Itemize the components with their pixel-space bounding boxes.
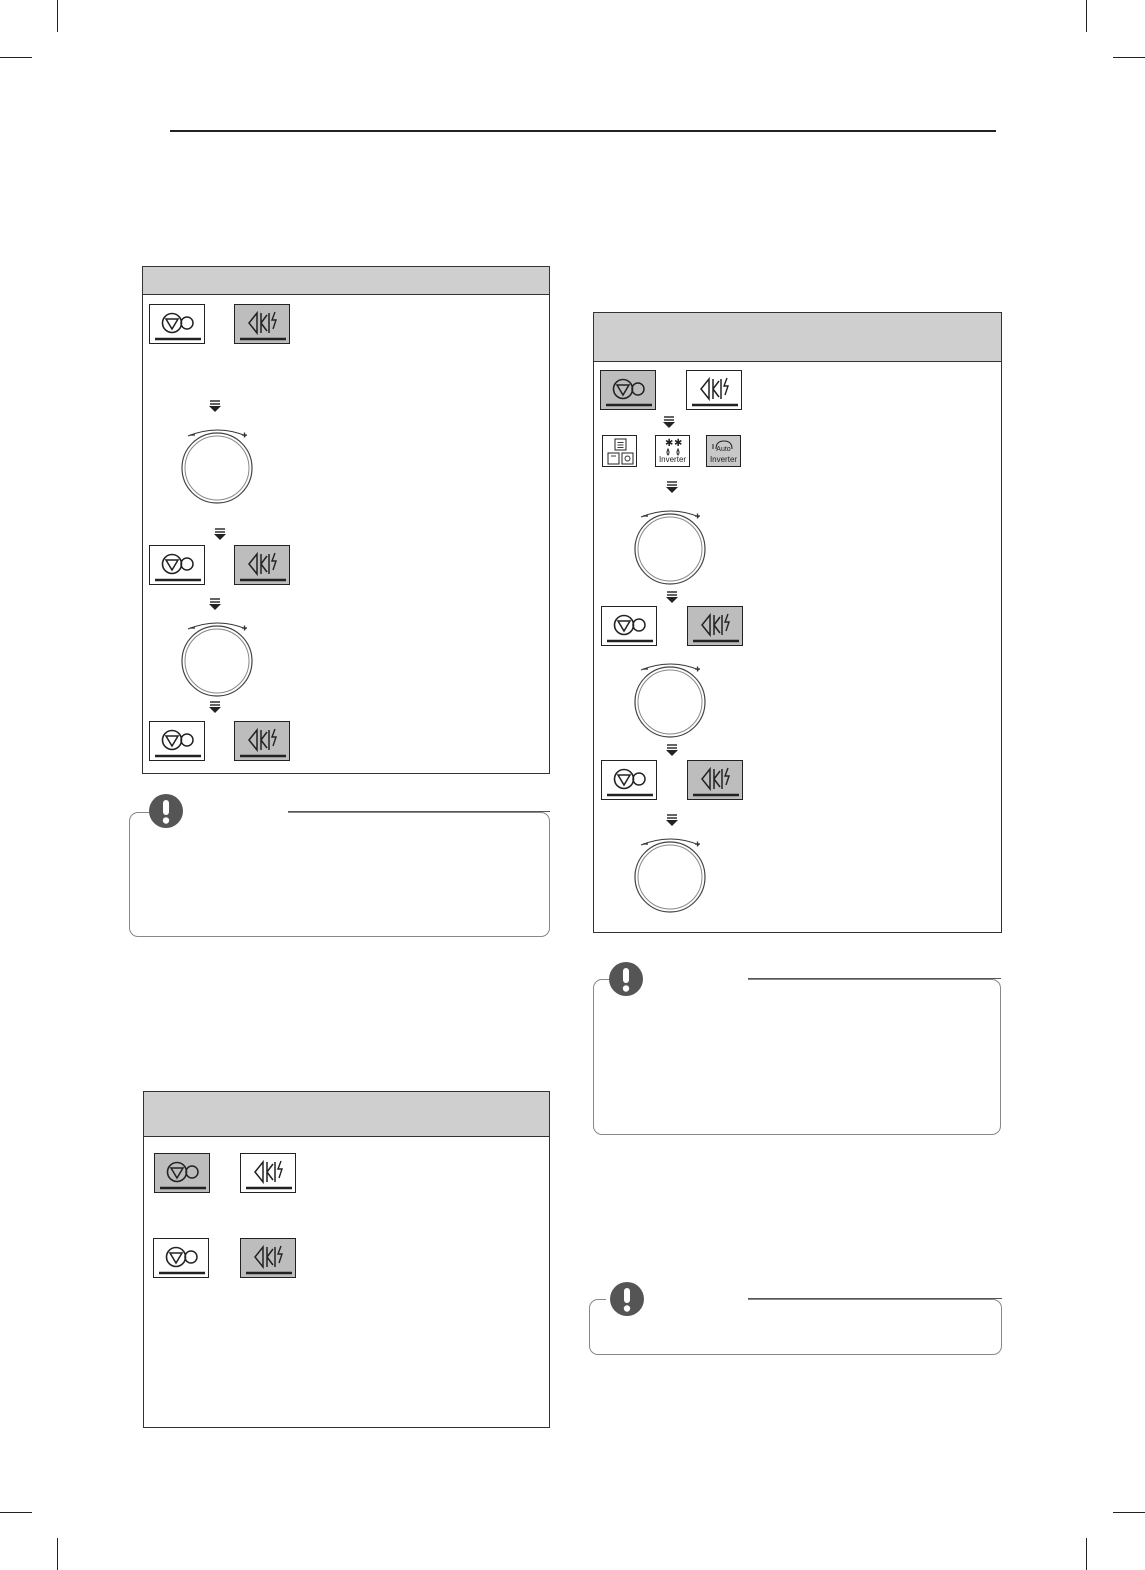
down-arrow-icon [664,590,680,609]
filter-button[interactable] [153,1238,209,1278]
down-arrow-icon-shape [207,597,223,611]
svg-text:✱: ✱ [674,438,683,449]
lock-icon [241,1154,297,1194]
down-arrow-icon-shape [664,743,680,757]
filter-reset-icon [602,607,658,647]
caution-rule [748,1298,1002,1299]
dial-minus-mark [186,619,192,630]
dial-knob[interactable] [631,658,711,745]
caution-glyph [609,962,643,996]
down-arrow-icon [207,399,223,418]
down-arrow-icon [212,527,228,546]
dial-plus-mark [240,426,246,437]
crop-mark [1086,0,1087,32]
crop-mark [1113,57,1145,58]
crop-mark [1086,1538,1087,1570]
down-arrow-icon-shape [212,527,228,541]
down-arrow-icon-shape [664,813,680,827]
svg-text:✱: ✱ [665,438,674,449]
auto-inverter-mode-label: Inverter [709,455,738,464]
down-arrow-icon-shape [207,700,223,714]
lock-button[interactable] [234,545,290,585]
dial-minus-mark [639,660,645,671]
dial-minus-mark [186,426,192,437]
dial-knob[interactable] [178,424,258,511]
dial-minus-mark [639,835,645,846]
down-arrow-icon [664,743,680,762]
filter-reset-icon [602,761,658,801]
filter-button[interactable] [601,760,657,800]
down-arrow-icon-shape [207,399,223,413]
lock-icon [687,371,743,411]
lock-button[interactable] [687,606,743,646]
crop-mark [1113,1512,1145,1513]
dial-plus-mark [693,507,699,518]
lock-icon [688,761,744,801]
caution-icon [609,962,643,996]
lock-icon [235,722,291,762]
down-arrow-icon-shape [664,480,680,494]
crop-mark [57,1538,58,1570]
filter-reset-icon [155,1154,211,1194]
header-rule [170,130,996,132]
dial-knob[interactable] [631,505,711,592]
caution-box [129,812,550,937]
panel-c-header [594,313,1001,362]
auto-mode-label: Auto [716,446,731,453]
dial-plus-mark [240,619,246,630]
lock-button[interactable] [686,370,742,410]
crop-mark [0,57,32,58]
lock-button[interactable] [687,760,743,800]
down-arrow-icon [207,597,223,616]
filter-button[interactable] [149,304,205,344]
lock-button[interactable] [240,1238,296,1278]
dial-knob[interactable] [631,833,711,920]
dial-minus-mark [639,507,645,518]
lock-button[interactable] [234,721,290,761]
panel-a-header [143,267,549,295]
dial-plus-mark [693,660,699,671]
caution-box [593,979,1001,1135]
caution-box [589,1299,1002,1355]
caution-rule [288,811,550,812]
filter-reset-icon [150,722,206,762]
dial-knob[interactable] [178,617,258,704]
caution-rule [748,978,1001,979]
panel-b-header [144,1092,549,1137]
food-storage-mode[interactable] [602,435,637,467]
caution-icon [149,794,183,828]
lock-icon [688,607,744,647]
lock-icon [241,1239,297,1279]
filter-button[interactable] [149,545,205,585]
filter-button[interactable] [600,370,656,410]
dial-plus-mark [693,835,699,846]
down-arrow-icon [664,480,680,499]
lock-icon [235,546,291,586]
caution-glyph [610,1282,644,1316]
inverter-mode-label: Inverter [658,455,687,464]
down-arrow-icon-shape [661,415,677,429]
caution-icon [610,1282,644,1316]
crop-mark [0,1512,32,1513]
food-storage-mode-icon [603,436,638,468]
down-arrow-icon [664,813,680,832]
filter-reset-icon [601,371,657,411]
filter-reset-icon [150,546,206,586]
down-arrow-icon [207,700,223,719]
caution-glyph [149,794,183,828]
crop-mark [57,0,58,32]
inverter-mode[interactable] [655,435,690,467]
filter-reset-icon [154,1239,210,1279]
lock-button[interactable] [240,1153,296,1193]
filter-button[interactable] [601,606,657,646]
lock-button[interactable] [234,304,290,344]
lock-icon [235,305,291,345]
filter-reset-icon [150,305,206,345]
down-arrow-icon [661,415,677,434]
filter-button[interactable] [149,721,205,761]
auto-inverter-mode[interactable] [706,435,741,467]
down-arrow-icon-shape [664,590,680,604]
filter-button[interactable] [154,1153,210,1193]
